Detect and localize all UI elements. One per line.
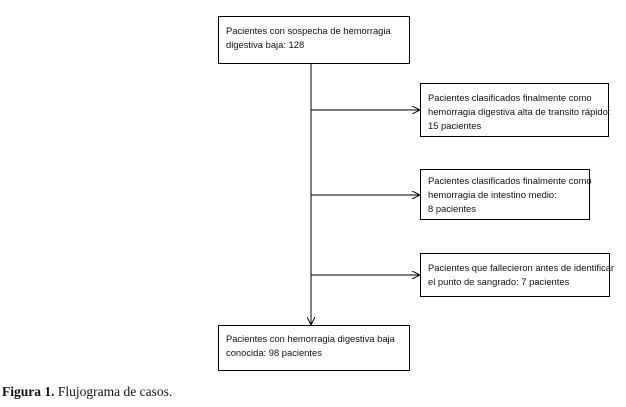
exclusion-box-line: Pacientes clasificados finalmente como: [428, 175, 592, 186]
start-box: [218, 16, 410, 64]
exclusion-box-line: el punto de sangrado: 7 pacientes: [428, 276, 570, 287]
figure-caption-label: Figura 1.: [2, 384, 55, 399]
figure-caption-text: Flujograma de casos.: [57, 384, 173, 399]
exclusion-box-line: 15 pacientes: [428, 120, 482, 131]
end-box: [218, 325, 410, 371]
exclusion-box-line: hemorragia digestiva alta de transito rápido:: [428, 106, 611, 117]
figure-caption: [2, 384, 172, 400]
exclusion-box-line: Pacientes clasificados finalmente como: [428, 92, 592, 103]
start-box-line: digestiva baja: 128: [226, 39, 305, 50]
exclusion-box-midgut: [420, 169, 590, 220]
end-box-line: Pacientes con hemorragia digestiva baja: [226, 333, 395, 344]
exclusion-box-upper-gi: [420, 83, 609, 137]
start-box-line: Pacientes con sospecha de hemorragia: [226, 25, 391, 36]
end-box-line: conocida: 98 pacientes: [226, 347, 322, 358]
exclusion-box-deceased: [420, 253, 615, 297]
exclusion-box-line: 8 pacientes: [428, 203, 476, 214]
exclusion-box-line: Pacientes que fallecieron antes de identificar: [428, 262, 615, 273]
exclusion-box-line: hemorragia de intestino medio:: [428, 189, 557, 200]
